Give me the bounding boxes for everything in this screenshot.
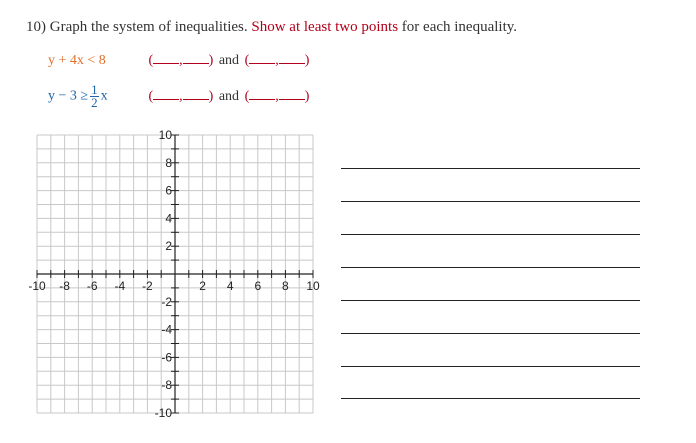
answer-line[interactable] [341,333,640,334]
answer-line[interactable] [341,366,640,367]
point-1b[interactable]: ( , ) [244,53,310,68]
x-tick-label: -2 [142,279,153,293]
inequality-2: y − 3 ≥ $\frac{1}{2}$ x [48,82,108,110]
y-tick-label: -6 [161,350,172,365]
answer-line[interactable] [341,267,640,268]
x-tick-label: -8 [59,279,70,293]
y-tick-label: 4 [165,211,172,226]
point-2a[interactable]: ( , ) [148,88,214,104]
y-tick-label: -8 [161,378,172,393]
fraction: $\frac{1}{2}$ [91,82,98,110]
answer-line[interactable] [341,300,640,301]
question-number: 10) [26,19,46,35]
and-label-1: and [218,53,240,68]
answer-line[interactable] [341,168,640,169]
question-text-before: Graph the system of inequalities. [49,19,248,35]
x-tick-label: 8 [282,279,289,293]
y-tick-label: 2 [165,239,172,254]
y-tick-label: 6 [165,183,172,198]
x-tick-label: 10 [306,279,320,293]
x-tick-label: -4 [114,279,126,293]
question-highlight: Show at least two points [251,19,399,35]
x-tick-label: 2 [199,279,206,293]
answer-line[interactable] [341,201,640,202]
y-tick-label: 10 [158,128,172,142]
answer-line[interactable] [341,398,640,399]
x-tick-label: 6 [254,279,262,293]
answer-line[interactable] [341,234,640,235]
question-text-after: for each inequality. [401,19,518,35]
y-tick-label: 8 [165,155,172,170]
y-tick-label: -10 [154,406,172,420]
and-label-2: and [218,88,240,104]
x-tick-label: -6 [86,279,98,293]
inequality-1: y + 4x < 8 [48,53,106,68]
x-tick-label: -10 [28,279,46,293]
point-1a[interactable]: ( , ) [148,53,214,68]
x-tick-label: 4 [226,279,234,293]
y-tick-label: -4 [161,322,172,337]
point-2b[interactable]: ( , ) [244,88,310,104]
y-tick-label: -2 [161,294,172,309]
